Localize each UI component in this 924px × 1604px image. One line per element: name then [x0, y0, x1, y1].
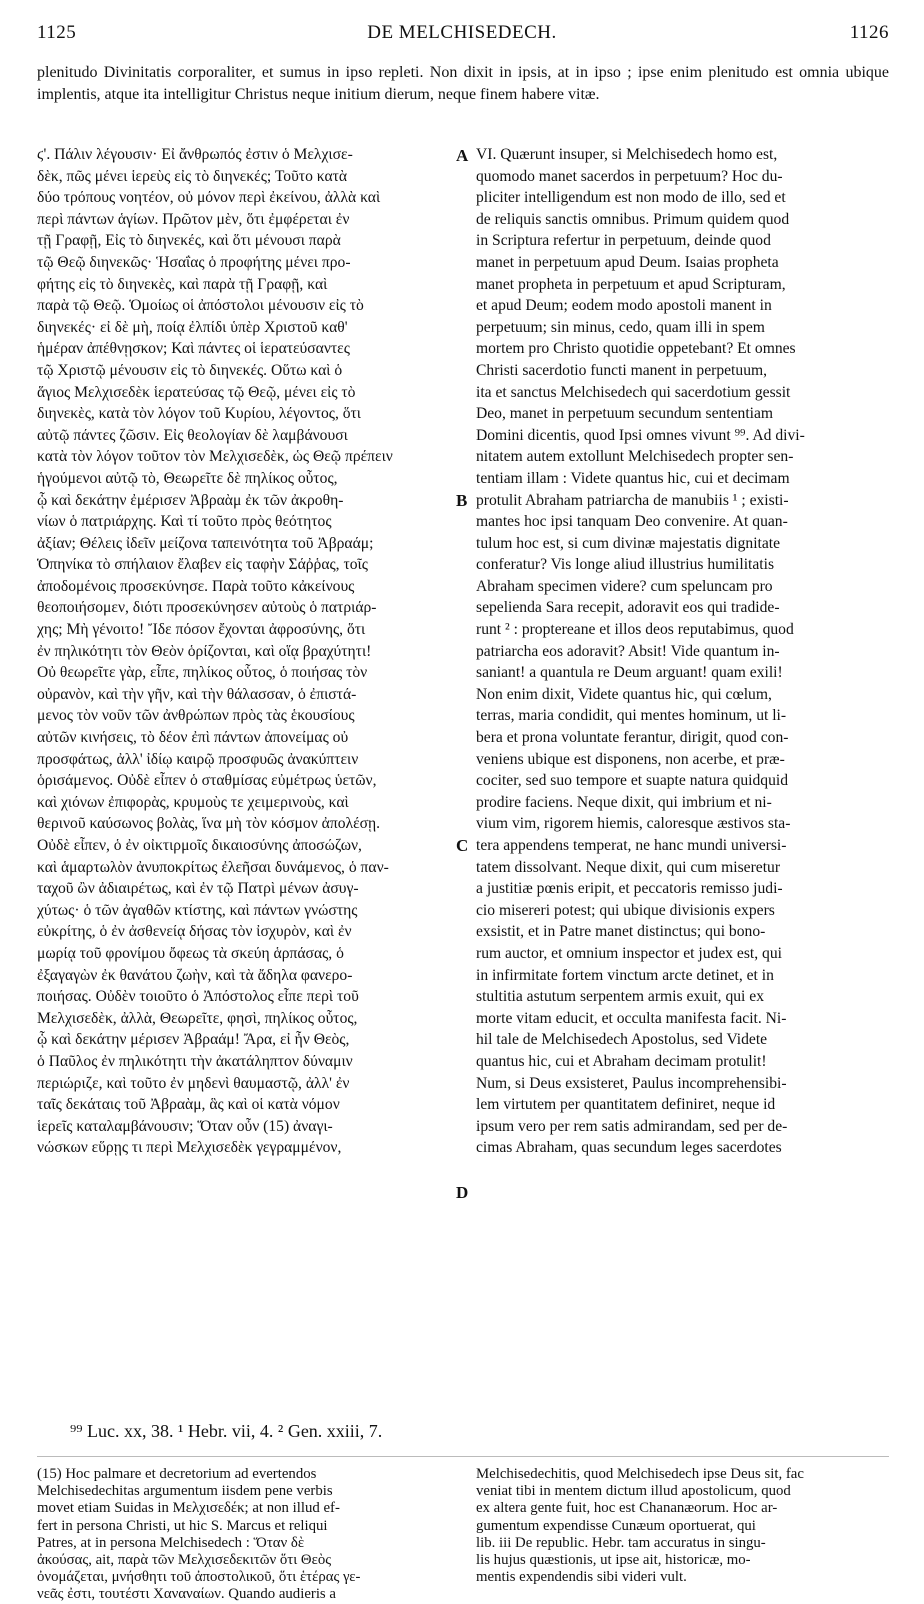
- latin-text-line: in infirmitate fortem vinctum arcte detinet, et in: [476, 966, 774, 984]
- latin-text-line: tulum hoc est, si cum divinæ majestatis dignitate: [476, 534, 781, 552]
- greek-text-line: τῷ Χριστῷ μένουσιν εἰς τὸ διηνεκές. Οὕτω καὶ ὁ: [37, 361, 343, 379]
- greek-text-line: Ὁπηνίκα τὸ σπήλαιον ἔλαβεν εἰς ταφὴν Σάῤῥας, τοῖς: [37, 556, 368, 574]
- greek-text-line: μωρίᾳ τοῦ φρονίμου ὄφεως τὰ σκεύη ἁρπάσας, ὁ: [37, 944, 344, 962]
- latin-text-line: stultitia astutum serpentem armis exuit, qui ex: [476, 988, 764, 1006]
- greek-text-line: ταῖς δεκάταις τοῦ Ἀβραὰμ, ἃς καὶ οἱ κατὰ νόμον: [37, 1096, 340, 1114]
- latin-text-line: tatem dissolvant. Neque dixit, qui cum miseretur: [476, 858, 781, 876]
- greek-text-line: Οὐ θεωρεῖτε γὰρ, εἶπε, πηλίκος οὗτος, ὁ ποιήσας τὸν: [37, 664, 368, 682]
- footnote-line: mentis expendendis sibi videri vult.: [476, 1569, 687, 1586]
- latin-text-line: manet propheta in perpetuum et apud Scripturam,: [476, 275, 786, 293]
- greek-text-line: κατὰ τὸν λόγον τοῦτον τὸν Μελχισεδὲκ, ὡς Θεῷ πρέπειν: [37, 448, 393, 466]
- latin-text-line: cio misereri potest; qui ubique divisionis expers: [476, 901, 775, 919]
- greek-text-line: ἐξαγαγὼν ἐκ θανάτου ζωὴν, καὶ τὰ ἄδηλα φανερο-: [37, 966, 353, 984]
- latin-text-line: VI. Quærunt insuper, si Melchisedech homo est,: [476, 146, 778, 163]
- latin-text-line: protulit Abraham patriarcha de manubiis ¹ ; existi-: [476, 491, 789, 509]
- greek-text-line: περιώριζε, καὶ τοῦτο ἐν μηδενὶ θαυμαστῷ, ἀλλ' ἐν: [37, 1074, 350, 1092]
- greek-text-line: ἅγιος Μελχισεδὲκ ἱερατεύσας τῷ Θεῷ, μένει εἰς τὸ: [37, 383, 356, 401]
- greek-text-line: ἡγούμενοι αὐτῷ τὸ, Θεωρεῖτε δὲ πηλίκος οὗτος,: [37, 469, 338, 487]
- latin-text-line: Num, si Deus exsisteret, Paulus incomprehensibi-: [476, 1074, 787, 1092]
- greek-text-line: ἱερεῖς καταλαμβάνουσιν; Ὅταν οὖν (15) ἀναγι-: [37, 1117, 333, 1135]
- latin-text-line: lem virtutem per quantitatem definiret, neque id: [476, 1096, 776, 1114]
- greek-text-line: προσφάτως, ἀλλ' ἰδίῳ καιρῷ προσφυῶς ἀνακύπτειν: [37, 750, 359, 768]
- footnote-line: ἀκούσας, ait, παρὰ τῶν Μελχισεδεκιτῶν ὅτι Θεὸς: [37, 1551, 332, 1568]
- footnote-right-column: [476, 1466, 890, 1586]
- footnote-line: lis hujus quæstionis, ut ipse ait, historicæ, mo-: [476, 1551, 751, 1568]
- footnote-line: lib. iii De republic. Hebr. tam accuratus in singu-: [476, 1534, 766, 1551]
- greek-text-line: θερινοῦ καύσωνος βολὰς, ἵνα μὴ τὸν κόσμον ἀπολέσῃ.: [37, 815, 381, 833]
- latin-text-line: mortem pro Christo quotidie oppetebant? Et omnes: [476, 340, 796, 358]
- margin-marker-b: B: [456, 491, 468, 510]
- latin-text-line: sepelienda Sara recepit, adoravit eos qui tradide-: [476, 599, 780, 617]
- footnote-left-column: [37, 1466, 455, 1604]
- greek-text-line: διηνεκές· εἰ δὲ μὴ, ποίᾳ ἐλπίδι ὑπὲρ Χριστοῦ καθ': [37, 318, 348, 336]
- footnote-line: gumentum expendisse Cunæum oportuerat, qui: [476, 1517, 756, 1534]
- greek-text-line: ἡμέραν ἀπέθνῃσκον; Καὶ πάντες οἱ ἱερατεύσαντες: [37, 340, 350, 358]
- footnote-line: ex altera gente fuit, hoc est Chananæorum. Hoc ar-: [476, 1500, 778, 1517]
- latin-text-line: quomodo manet sacerdos in perpetuum? Hoc du-: [476, 167, 783, 185]
- greek-text-line: οὐρανὸν, καὶ τὴν γῆν, καὶ τὴν θάλασσαν, ὁ ἐπιστά-: [37, 685, 357, 703]
- latin-text-line: Non enim dixit, Videte quantus hic, qui cœlum,: [476, 685, 772, 703]
- latin-text-line: Christi sacerdotio functi manent in perpetuum,: [476, 361, 768, 379]
- latin-text-line: prodire faciens. Neque dixit, qui imbrium et ni-: [476, 793, 772, 811]
- footnote-line: (15) Hoc palmare et decretorium ad evertendos: [37, 1466, 317, 1482]
- greek-text-line: νώσκων εὕρῃς τι περὶ Μελχισεδὲκ γεγραμμένον,: [37, 1139, 342, 1157]
- footnote-divider: [37, 1456, 889, 1457]
- greek-text-line: χης; Μὴ γένοιτο! Ἴδε πόσον ἔχονται ἀφροσύνης, ὅτι: [37, 621, 366, 639]
- latin-text-line: bera et prona voluntate ferantur, dirigit, quod con-: [476, 729, 789, 747]
- greek-text-line: τῷ Θεῷ διηνεκῶς· Ἡσαΐας ὁ προφήτης μένει προ-: [37, 253, 351, 271]
- latin-text-line: cimas Abraham, quas secundum leges sacerdotes: [476, 1139, 782, 1157]
- latin-text-line: patriarcha eos adoravit? Absit! Vide quantum in-: [476, 642, 780, 660]
- greek-text-line: εὐκρίτης, ὁ ἐν ἀσθενείᾳ δήσας τὸν ἰσχυρὸν, καὶ ἐν: [37, 923, 352, 941]
- greek-text-line: ἀποδομένοις προσεκύνησε. Παρὰ τοῦτο κἀκείνους: [37, 577, 355, 595]
- greek-text-line: περὶ πάντων ἁγίων. Πρῶτον μὲν, ὅτι ἐμφέρεται ἐν: [37, 210, 350, 228]
- latin-text-line: in Scriptura refertur in perpetuum, deinde quod: [476, 232, 771, 250]
- greek-text-line: ϛ'. Πάλιν λέγουσιν· Εἰ ἄνθρωπός ἐστιν ὁ Μελχισε-: [37, 146, 353, 163]
- scripture-references: ⁹⁹ Luc. xx, 38. ¹ Hebr. vii, 4. ² Gen. xxiii, 7.: [70, 1421, 383, 1441]
- latin-text-line: terras, maria condidit, qui mentes hominum, ut li-: [476, 707, 787, 725]
- greek-column: [37, 144, 455, 1159]
- footnote-line: veniat tibi in mentem dictum illud apostolicum, quod: [476, 1483, 791, 1500]
- greek-text-line: ᾧ καὶ δεκάτην ἐμέρισεν Ἀβραὰμ ἐκ τῶν ἀκροθη-: [37, 491, 344, 509]
- greek-text-line: καὶ χιόνων ἐπιφορὰς, κρυμοὺς τε χειμερινοὺς, καὶ: [37, 793, 349, 811]
- greek-text-line: αὐτῷ πάντες ζῶσιν. Εἰς θεολογίαν δὲ λαμβάνουσι: [37, 426, 348, 444]
- greek-text-line: καὶ ἁμαρτωλὸν ἀνυποκρίτως ἐλεῆσαι δυνάμενος, ὁ παν-: [37, 858, 389, 876]
- greek-text-line: ἀξίαν; Θέλεις ἰδεῖν μείζονα ταπεινότητα τοῦ Ἀβραάμ;: [37, 534, 374, 552]
- latin-text-line: pliciter intelligendum est non modo de illo, sed et: [476, 189, 786, 207]
- page-number-left: 1125: [37, 22, 77, 43]
- greek-text-line: Μελχισεδὲκ, ἀλλὰ, Θεωρεῖτε, φησὶ, πηλίκος οὗτος,: [37, 1009, 358, 1027]
- greek-text-line: ποιήσας. Οὐδὲν τοιοῦτο ὁ Ἀπόστολος εἶπε περὶ τοῦ: [37, 988, 359, 1006]
- greek-text-line: φήτης εἰς τὸ διηνεκὲς, καὶ παρὰ τῇ Γραφῇ, καὶ: [37, 275, 328, 293]
- latin-text-line: vium vim, rigorem hiemis, caloresque æstivos sta-: [476, 815, 791, 833]
- latin-text-line: cociter, sed suo tempore et suapte natura quidquid: [476, 772, 789, 790]
- latin-text-line: morte vitam educit, et occulta manifesta facit. Ni-: [476, 1009, 787, 1027]
- greek-text-line: παρὰ τῷ Θεῷ. Ὁμοίως οἱ ἀπόστολοι μένουσιν εἰς τὸ: [37, 297, 364, 315]
- greek-text-line: διηνεκὲς, κατὰ τὸν λόγον τοῦ Κυρίου, λέγοντος, ὅτι: [37, 405, 362, 423]
- greek-text-line: μενος τὸν νοῦν τῶν ἀνθρώπων πρὸς τὰς ἑκουσίους: [37, 707, 355, 725]
- margin-marker-a: A: [456, 146, 469, 165]
- greek-text-line: δύο τρόπους νοητέον, οὐ μόνον περὶ ἐκείνου, ἀλλὰ καὶ: [37, 189, 381, 207]
- footnote-line: fert in persona Christi, ut hic S. Marcus et reliqui: [37, 1517, 328, 1534]
- greek-text-line: ταχοῦ ὢν ἀδιαιρέτως, καὶ ἐν τῷ Πατρὶ μένων ἀσυγ-: [37, 880, 359, 898]
- latin-text-line: a justitiæ pœnis eripit, et peccatoris remisso judi-: [476, 880, 783, 898]
- latin-text-line: hil tale de Melchisedech Apostolus, sed Videte: [476, 1031, 768, 1049]
- greek-text-line: δὲκ, πῶς μένει ἱερεὺς εἰς τὸ διηνεκές; Τοῦτο κατὰ: [37, 167, 348, 185]
- running-title: DE MELCHISEDECH.: [367, 22, 557, 43]
- latin-text-line: Deo, manet in perpetuum secundum sententiam: [476, 405, 774, 423]
- footnote-line: ὀνομάζεται, μνήσθητι τοῦ ἀποστολικοῦ, ὅτι ἑτέρας γε-: [37, 1569, 361, 1586]
- latin-text-line: ipsum vero per rem satis admirandam, sed per de-: [476, 1117, 788, 1135]
- page-number-right: 1126: [849, 22, 889, 43]
- latin-text-line: de reliquis sanctis omnibus. Primum quidem quod: [476, 210, 790, 228]
- greek-text-line: χύτως· ὁ τῶν ἀγαθῶν κτίστης, καὶ πάντων γνώστης: [37, 901, 358, 919]
- latin-text-line: quantus hic, cui et Abraham decimam protulit!: [476, 1052, 767, 1070]
- latin-text-line: runt ² : proptereane et illos deos reputabimus, quod: [476, 621, 794, 639]
- greek-text-line: Οὐδὲ εἶπεν, ὁ ἐν οἰκτιρμοῖς δικαιοσύνης ἀποσώζων,: [37, 837, 362, 854]
- latin-text-line: exsistit, et in Patre manet distinctus; qui bono-: [476, 923, 766, 941]
- intro-paragraph: plenitudo Divinitatis corporaliter, et sumus in ipso repleti. Non dixit in ipsis, at in ipso ; ipse enim plenitudo est omnia ubique implentis, atque ita intelligitur Christus neque initium dierum, neque finem habere vitæ.: [37, 64, 889, 103]
- greek-text-line: τῇ Γραφῇ, Εἰς τὸ διηνεκές, καὶ ὅτι μένουσι παρὰ: [37, 232, 341, 250]
- latin-text-line: perpetuum; sin minus, cedo, quam illi in spem: [476, 318, 765, 336]
- greek-text-line: θεοποιήσομεν, διότι προσεκύνησεν αὐτοὺς ὁ πατριάρ-: [37, 599, 377, 617]
- greek-text-line: ὁ Παῦλος ἐν πηλικότητι τὴν ἀκατάληπτον δύναμιν: [37, 1052, 353, 1070]
- greek-text-line: ὁρισάμενος. Οὐδὲ εἶπεν ὁ σταθμίσας εὐμέτρως ὑετῶν,: [37, 772, 377, 790]
- greek-text-line: αὐτῶν κινήσεις, τὸ δέον ἐπὶ πάντων ἀπονείμας οὐ: [37, 729, 349, 747]
- latin-text-line: mantes hoc ipsi tanquam Deo convenire. At quan-: [476, 513, 788, 531]
- latin-column: [476, 144, 890, 1159]
- latin-text-line: tentiam illam : Videte quantus hic, cui et decimam: [476, 469, 790, 487]
- latin-text-line: ita et sanctus Melchisedech qui sacerdotium gessit: [476, 383, 791, 401]
- margin-marker-c: C: [456, 836, 469, 855]
- latin-text-line: veniens ubique est disponens, non acerbe, et præ-: [476, 750, 785, 768]
- greek-text-line: ἐν πηλικότητι τὸν Θεὸν ὁρίζονται, καὶ οἵᾳ βραχύτητι!: [37, 642, 372, 660]
- footnote-line: Melchisedechitas argumentum iisdem pene verbis: [37, 1483, 333, 1500]
- latin-text-line: nitatem autem extollunt Melchisedech propter sen-: [476, 448, 794, 466]
- footnote-line: movet etiam Suidas in Μελχισεδέκ; at non illud ef-: [37, 1500, 340, 1517]
- margin-marker-d: D: [456, 1183, 469, 1202]
- latin-text-line: et apud Deum; eodem modo apostoli manent in: [476, 297, 772, 315]
- latin-text-line: rum auctor, et omnium inspector et judex est, qui: [476, 944, 782, 962]
- footnote-line: νεᾶς ἐστι, τουτέστι Χαναναίων. Quando audieris a: [37, 1586, 336, 1603]
- greek-text-line: ᾧ καὶ δεκάτην μέρισεν Ἀβραάμ! Ἄρα, εἰ ἦν Θεὸς,: [37, 1031, 350, 1049]
- latin-text-line: manet in perpetuum apud Deum. Isaias propheta: [476, 253, 779, 271]
- latin-text-line: Domini dicentis, quod Ipsi omnes vivunt ⁹⁹. Ad divi-: [476, 426, 805, 444]
- latin-text-line: tera appendens temperat, ne hanc mundi universi-: [476, 837, 787, 854]
- greek-text-line: νίων ὁ πατριάρχης. Καὶ τί τοῦτο πρὸς θεότητος: [37, 513, 332, 531]
- latin-text-line: saniant! a quantula re Deum arguant! quam exili!: [476, 664, 783, 682]
- footnote-line: Patres, at in persona Melchisedech : Ὅταν δὲ: [37, 1534, 305, 1551]
- latin-text-line: Abraham specimen videre? cum speluncam pro: [476, 577, 773, 595]
- footnote-line: Melchisedechitis, quod Melchisedech ipse Deus sit, fac: [476, 1466, 804, 1482]
- latin-text-line: conferatur? Vis longe aliud illustrius humilitatis: [476, 556, 775, 574]
